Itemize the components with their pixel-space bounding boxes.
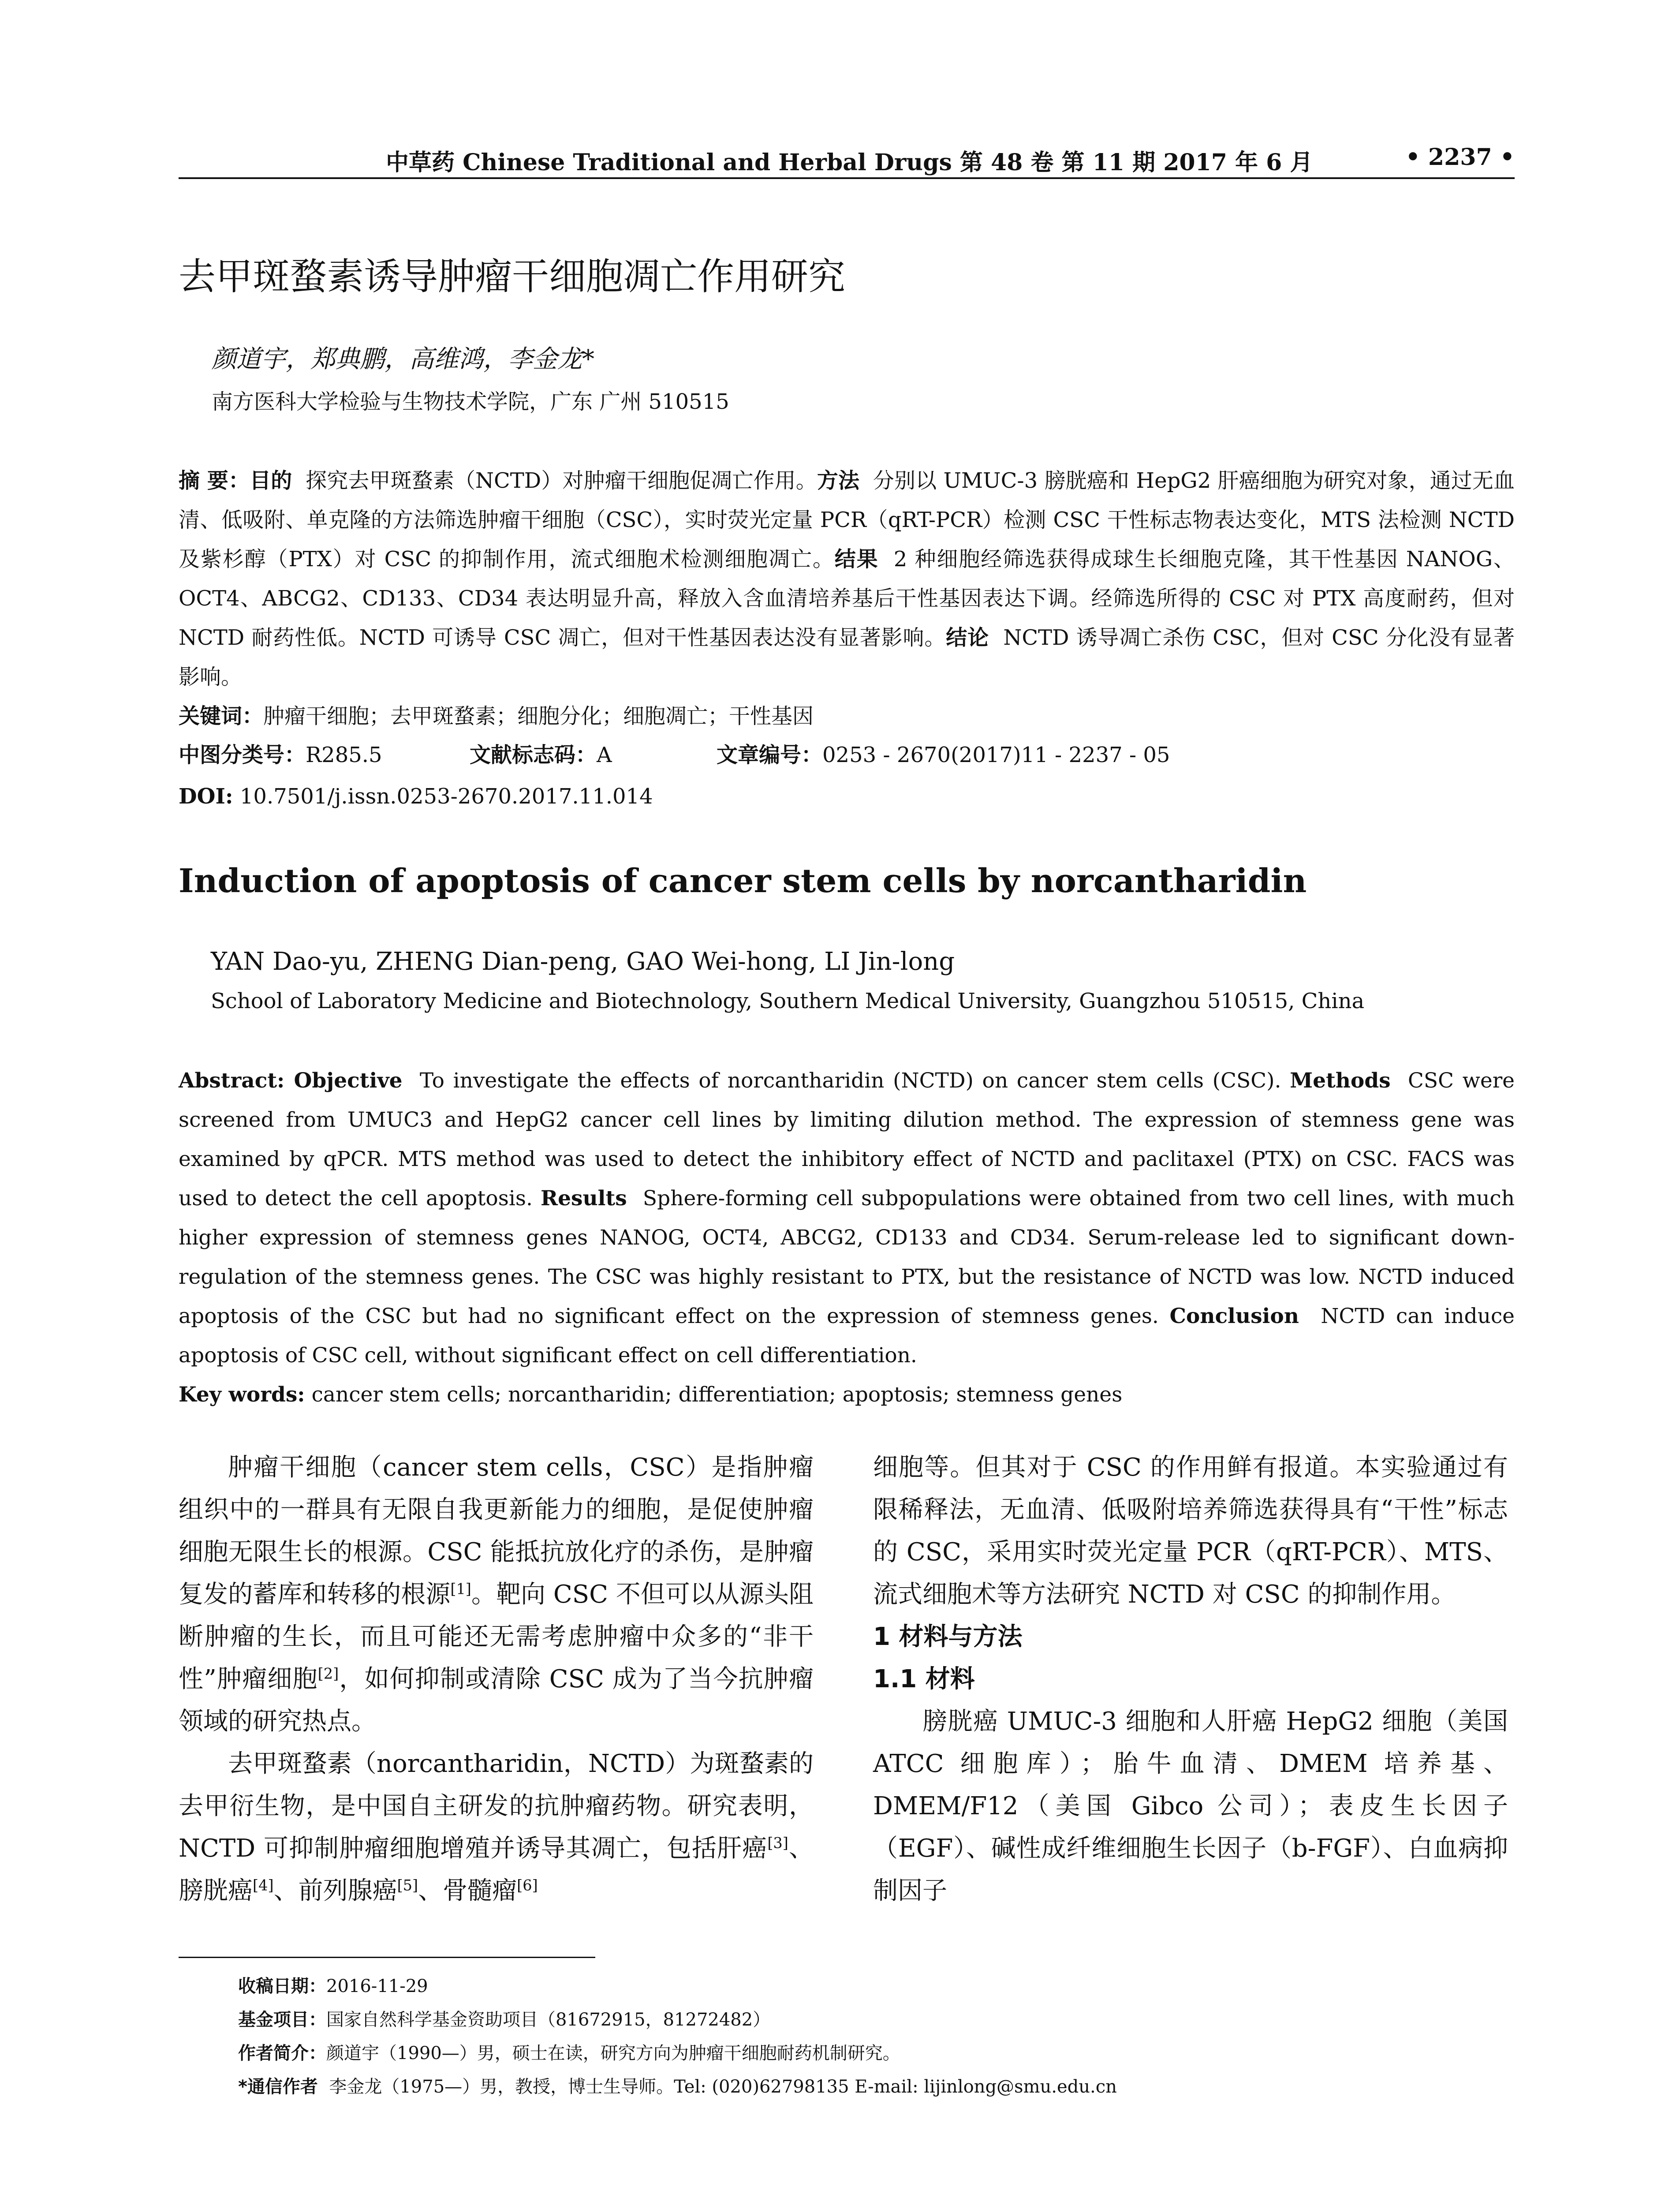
doi-label: DOI: [179,784,233,809]
methods-label-cn: 方法 [817,468,860,493]
intro-paragraph-2-continued: 细胞等。但其对于 CSC 的作用鲜有报道。本实验通过有限稀释法，无血清、低吸附培养筛选获得具有“干性”标志的 CSC，采用实时荧光定量 PCR（qRT-PCR）、MTS、流式细胞术等方法研究 NCTD 对 CSC 的抑制作用。 [873,1453,1508,1609]
objective-label-cn: 目的 [250,468,292,493]
results-cn: 2 种细胞经筛选获得成球生长细胞克隆，其干性基因 NANOG、OCT4、ABCG2、CD133、CD34 表达明显升高，释放入含血清培养基后干性基因表达下调。经筛选所得的 CSC 对 PTX 高度耐药，但对 NCTD 耐药性低。NCTD 可诱导 CSC 凋亡，但对干性基因表达没有显著影响。 [179,547,1515,650]
title-cn: 去甲斑蝥素诱导肿瘤干细胞凋亡作用研究 [179,255,846,298]
affiliation-en: School of Laboratory Medicine and Biotechnology, Southern Medical University, Guangzhou 510515, China [211,989,1365,1013]
footnote-fund [238,2006,770,2031]
citation-5[interactable]: [5] [397,1876,418,1894]
journal-line: 中草药 Chinese Traditional and Herbal Drugs 第 48 卷 第 11 期 2017 年 6 月 [386,149,1313,176]
affiliation-cn: 南方医科大学检验与生物技术学院，广东 广州 510515 [212,389,729,414]
citation-3[interactable]: [3] [767,1834,788,1852]
keywords-cn-label: 关键词： [179,704,264,729]
abstract-cn [179,461,1515,697]
citation-2[interactable]: [2] [317,1665,339,1682]
methods-en: CSC were screened from UMUC3 and HepG2 cancer cell lines by limiting dilution method. The expression of stemness gene was examined by qPCR. MTS method was used to detect the inhibitory effect of NCTD and paclitaxel (PTX) on CSC. FACS was used to detect the cell apoptosis. [179,1069,1515,1211]
page-number: • 2237 • [1405,144,1515,171]
doc-code-label: 文献标志码： [470,743,597,767]
keywords-cn [179,697,1515,736]
footnote-rule [179,1957,595,1958]
doc-code-entry [470,736,612,775]
results-label-cn: 结果 [834,547,879,572]
doi-value: 10.7501/j.issn.0253-2670.2017.11.014 [239,784,653,809]
body-column-left [179,1446,814,1912]
keywords-cn-text: 肿瘤干细胞；去甲斑蝥素；细胞分化；细胞凋亡；干性基因 [263,704,814,729]
intro-p2-text-c: 、前列腺癌 [273,1876,397,1905]
results-label-en: Results [541,1186,627,1211]
authors-en: YAN Dao-yu, ZHENG Dian-peng, GAO Wei-hong, LI Jin-long [211,947,955,976]
author-label: 作者简介： [238,2043,326,2063]
citation-4[interactable]: [4] [253,1876,274,1894]
clc-entry [179,736,382,775]
methods-cn: 分别以 UMUC-3 膀胱癌和 HepG2 肝癌细胞为研究对象，通过无血清、低吸附、单克隆的方法筛选肿瘤干细胞（CSC），实时荧光定量 PCR（qRT-PCR）检测 CSC 干性标志物表达变化，MTS 法检测 NCTD 及紫杉醇（PTX）对 CSC 的抑制作用，流式细胞术检测细胞凋亡。 [179,468,1515,572]
article-no-value: 0253 - 2670(2017)11 - 2237 - 05 [822,743,1170,767]
clc-label: 中图分类号： [179,743,306,767]
doc-code-value: A [597,743,612,767]
abstract-en [179,1061,1515,1375]
section-heading-1: 1 材料与方法 [873,1622,1023,1651]
intro-p2-text-a: 去甲斑蝥素（norcantharidin，NCTD）为斑蝥素的去甲衍生物，是中国自主研发的抗肿瘤药物。研究表明，NCTD 可抑制肿瘤细胞增殖并诱导其凋亡，包括肝癌 [179,1749,814,1863]
corr-text: 李金龙（1975—）男，教授，博士生导师。Tel: (020)62798135 E-mail: lijinlong@smu.edu.cn [329,2077,1117,2097]
intro-p2-text-d: 、骨髓瘤 [418,1876,517,1905]
doi-line [179,777,1515,816]
conclusion-label-en: Conclusion [1169,1304,1299,1328]
intro-paragraph-1 [179,1446,814,1743]
intro-paragraph-2 [179,1743,814,1912]
corr-label: *通信作者 [238,2077,318,2097]
section-heading-1-1: 1.1 材料 [873,1665,975,1693]
objective-en: To investigate the effects of norcantharidin (NCTD) on cancer stem cells (CSC). [419,1069,1281,1093]
intro-p2-text-b: 、膀胱癌 [179,1834,814,1905]
author-text: 颜道宇（1990—）男，硕士在读，研究方向为肿瘤干细胞耐药机制研究。 [326,2043,900,2063]
conclusion-label-cn: 结论 [946,625,989,650]
keywords-en [179,1375,1515,1414]
fund-label: 基金项目： [238,2010,326,2030]
abstract-cn-label: 摘 要： [179,468,250,493]
article-no-label: 文章编号： [717,743,823,767]
article-no-entry [717,736,1170,775]
footnote-received [238,1972,428,1997]
conclusion-cn: NCTD 诱导凋亡杀伤 CSC，但对 CSC 分化没有显著影响。 [179,625,1515,689]
fund-text: 国家自然科学基金资助项目（81672915，81272482） [326,2010,771,2030]
authors-cn: 颜道宇，郑典鹏，高维鸿，李金龙* [212,345,594,374]
materials-paragraph: 膀胱癌 UMUC-3 细胞和人肝癌 HepG2 细胞（美国 ATCC 细胞库）；胎牛血清、DMEM 培养基、DMEM/F12（美国 Gibco 公司）；表皮生长因子（EGF）、碱性成纤维细胞生长因子（b-FGF）、白血病抑制因子 [873,1707,1508,1905]
title-en: Induction of apoptosis of cancer stem cells by norcantharidin [179,862,1307,900]
objective-cn: 探究去甲斑蝥素（NCTD）对肿瘤干细胞促凋亡作用。 [306,468,817,493]
objective-label-en: Abstract: Objective [179,1069,403,1093]
keywords-en-text: cancer stem cells; norcantharidin; differentiation; apoptosis; stemness genes [311,1383,1123,1407]
received-label: 收稿日期： [238,1976,326,1996]
body-column-right [873,1446,1508,1912]
citation-1[interactable]: [1] [450,1580,471,1598]
keywords-en-label: Key words: [179,1383,305,1407]
intro-p1-text-b: 。靶向 CSC 不但可以从源头阻断肿瘤的生长，而且可能还无需考虑肿瘤中众多的“非干性”肿瘤细胞 [179,1580,814,1693]
conclusion-en: NCTD can induce apoptosis of CSC cell, without significant effect on cell differentiation. [179,1304,1515,1368]
citation-6[interactable]: [6] [517,1876,538,1894]
footnote-author [238,2039,900,2064]
results-en: Sphere-forming cell subpopulations were obtained from two cell lines, with much higher expression of stemness genes NANOG, OCT4, ABCG2, CD133 and CD34. Serum-release led to significant down-regulation of the stemness genes. The CSC was highly resistant to PTX, but the resistance of NCTD was low. NCTD induced apoptosis of the CSC but had no significant effect on the expression of stemness genes. [179,1186,1515,1328]
header-rule [179,177,1515,179]
intro-p1-text-a: 肿瘤干细胞（cancer stem cells，CSC）是指肿瘤组织中的一群具有无限自我更新能力的细胞，是促使肿瘤细胞无限生长的根源。CSC 能抵抗放化疗的杀伤，是肿瘤复发的蓄库和转移的根源 [179,1453,814,1609]
received-date: 2016-11-29 [326,1976,428,1996]
clc-value: R285.5 [306,743,382,767]
methods-label-en: Methods [1290,1069,1391,1093]
intro-p1-text-c: ，如何抑制或清除 CSC 成为了当今抗肿瘤领域的研究热点。 [179,1665,814,1736]
footnote-correspondence [238,2073,1117,2098]
running-head [179,140,1515,180]
